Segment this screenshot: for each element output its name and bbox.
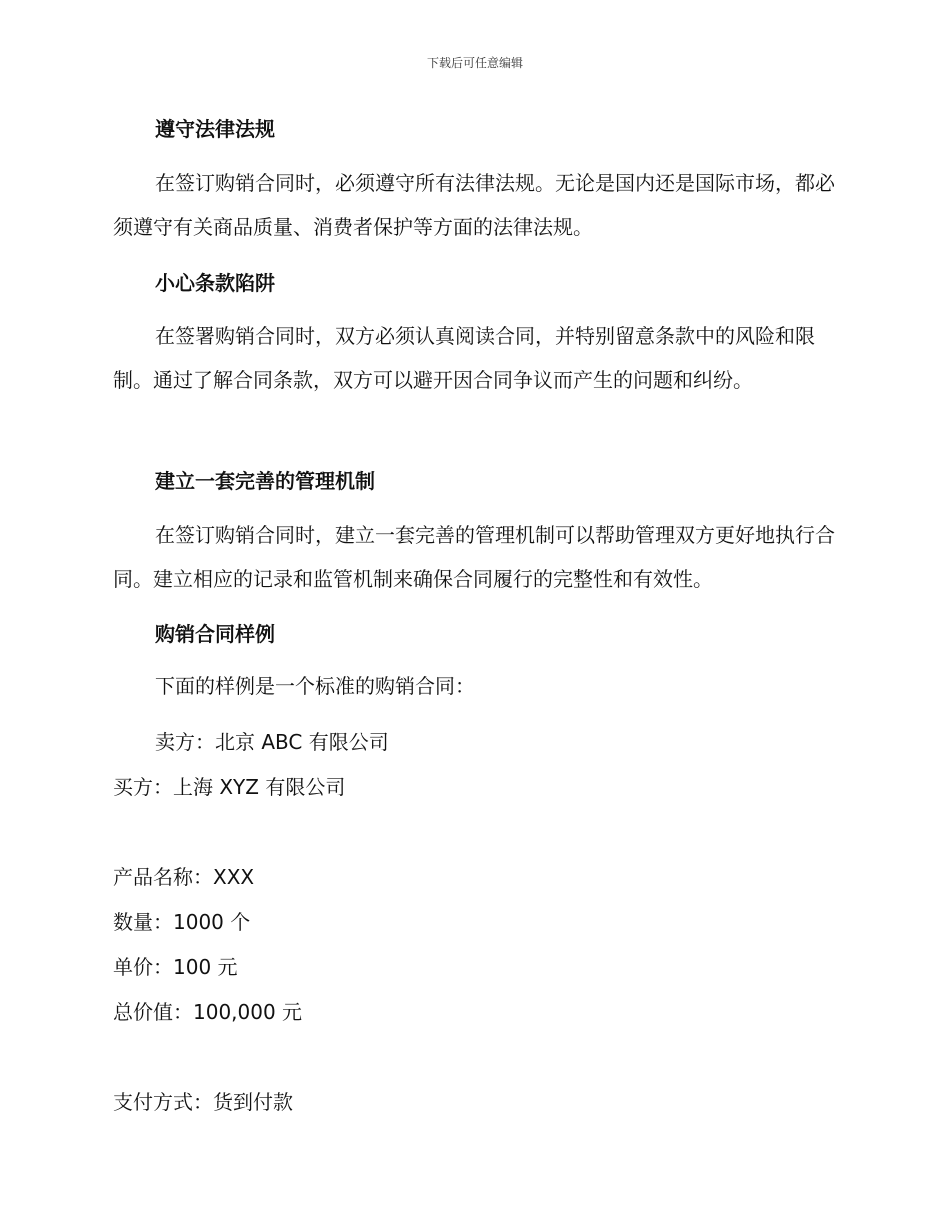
section-heading-legal: 遵守法律法规	[155, 117, 275, 141]
contract-unit-price: 单价：100 元	[113, 955, 238, 979]
section-heading-management: 建立一套完善的管理机制	[155, 469, 375, 493]
section-body-management: 在签订购销合同时，建立一套完善的管理机制可以帮助管理双方更好地执行合同。建立相应的记录和监管机制来确保合同履行的完整性和有效性。	[113, 523, 835, 591]
section-body-legal: 在签订购销合同时，必须遵守所有法律法规。无论是国内还是国际市场，都必须遵守有关商品质量、消费者保护等方面的法律法规。	[113, 171, 835, 239]
section-body-sample: 下面的样例是一个标准的购销合同：	[155, 674, 475, 698]
contract-buyer: 买方：上海 XYZ 有限公司	[113, 775, 346, 799]
section-heading-sample: 购销合同样例	[155, 622, 275, 646]
section-body-clauses: 在签署购销合同时，双方必须认真阅读合同，并特别留意条款中的风险和限制。通过了解合同条款，双方可以避开因合同争议而产生的问题和纠纷。	[113, 324, 815, 392]
contract-total-value: 总价值：100,000 元	[113, 1000, 303, 1024]
page-header: 下载后可任意编辑	[426, 56, 523, 70]
contract-seller: 卖方：北京 ABC 有限公司	[155, 730, 389, 754]
contract-quantity: 数量：1000 个	[113, 910, 251, 934]
contract-product-name: 产品名称：XXX	[113, 865, 255, 889]
section-heading-clauses: 小心条款陷阱	[155, 271, 275, 295]
contract-payment: 支付方式：货到付款	[113, 1090, 293, 1114]
